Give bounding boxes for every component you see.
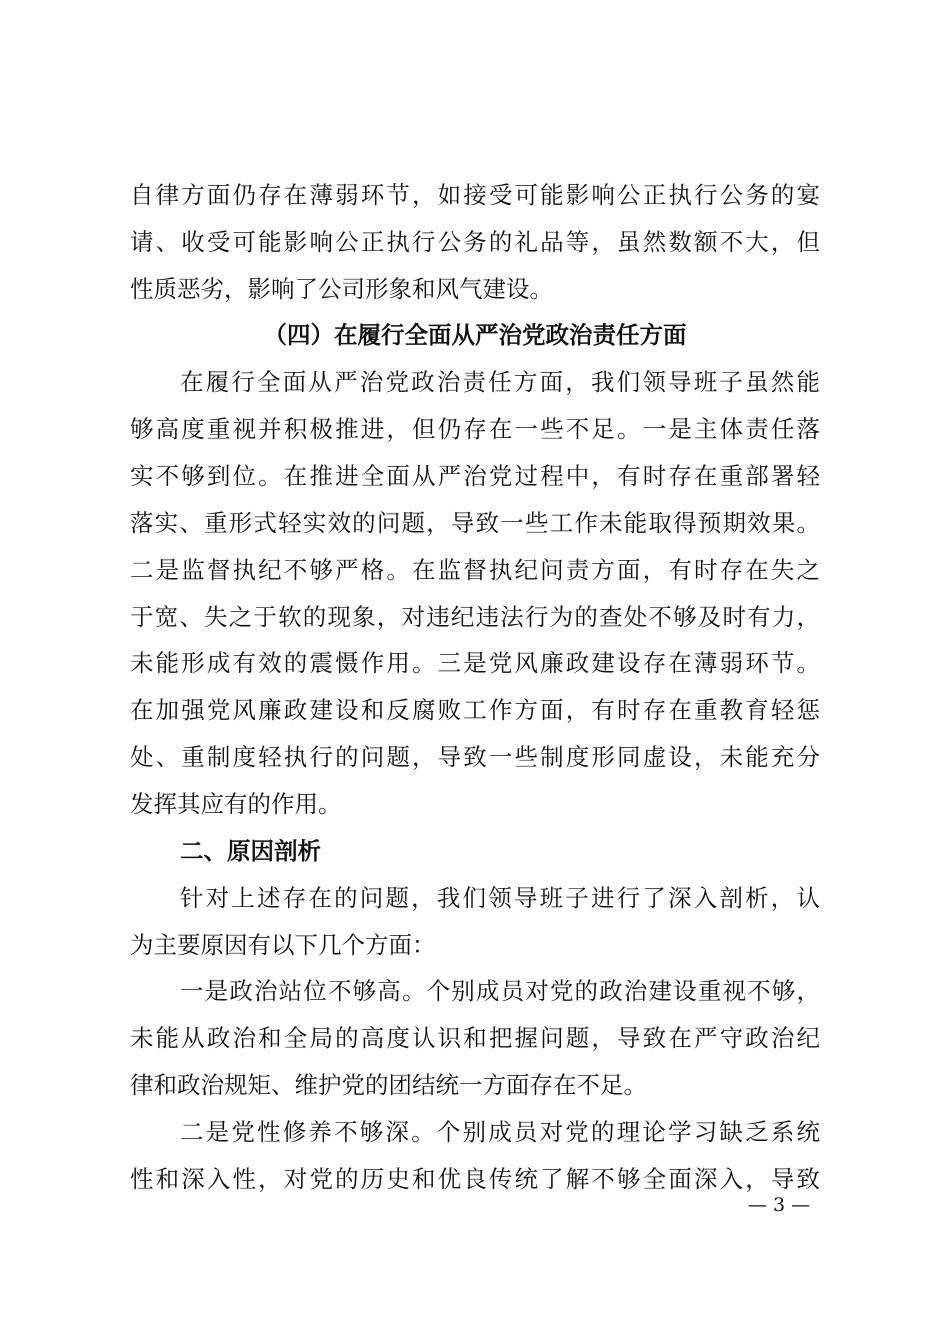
body-line: 针对上述存在的问题，我们领导班子进行了深入剖析，认 xyxy=(180,884,820,912)
body-line: 为主要原因有以下几个方面： xyxy=(130,931,436,959)
body-line: 自律方面仍存在薄弱环节，如接受可能影响公正执行公务的宴 xyxy=(130,181,820,209)
body-line: 实不够到位。在推进全面从严治党过程中，有时存在重部署轻 xyxy=(130,462,820,490)
body-line: 请、收受可能影响公正执行公务的礼品等，虽然数额不大，但 xyxy=(130,228,820,256)
body-line: 落实、重形式轻实效的问题，导致一些工作未能取得预期效果。 xyxy=(130,509,820,537)
body-line: 处、重制度轻执行的问题，导致一些制度形同虚设，未能充分 xyxy=(130,743,820,771)
section-heading: （四）在履行全面从严治党政治责任方面 xyxy=(263,321,687,349)
body-line: 二是党性修养不够深。个别成员对党的理论学习缺乏系统 xyxy=(180,1118,820,1146)
body-line: 一是政治站位不够高。个别成员对党的政治建设重视不够， xyxy=(180,977,820,1005)
page-number: — 3 — xyxy=(748,1194,811,1216)
body-line: 律和政治规矩、维护党的团结统一方面存在不足。 xyxy=(130,1071,647,1099)
body-line: 未能形成有效的震慑作用。三是党风廉政建设存在薄弱环节。 xyxy=(130,649,820,677)
body-line: 性质恶劣，影响了公司形象和风气建设。 xyxy=(130,275,553,303)
body-line: 于宽、失之于软的现象，对违纪违法行为的查处不够及时有力， xyxy=(130,603,820,631)
body-line: 未能从政治和全局的高度认识和把握问题，导致在严守政治纪 xyxy=(130,1024,820,1052)
body-line: 发挥其应有的作用。 xyxy=(130,790,342,818)
body-line: 二是监督执纪不够严格。在监督执纪问责方面，有时存在失之 xyxy=(130,556,820,584)
body-line: 在加强党风廉政建设和反腐败工作方面，有时存在重教育轻惩 xyxy=(130,696,820,724)
section-heading: 二、原因剖析 xyxy=(180,837,321,865)
body-line: 在履行全面从严治党政治责任方面，我们领导班子虽然能 xyxy=(180,368,820,396)
body-line: 性和深入性，对党的历史和优良传统了解不够全面深入，导致 xyxy=(130,1165,820,1193)
body-line: 够高度重视并积极推进，但仍存在一些不足。一是主体责任落 xyxy=(130,415,820,443)
